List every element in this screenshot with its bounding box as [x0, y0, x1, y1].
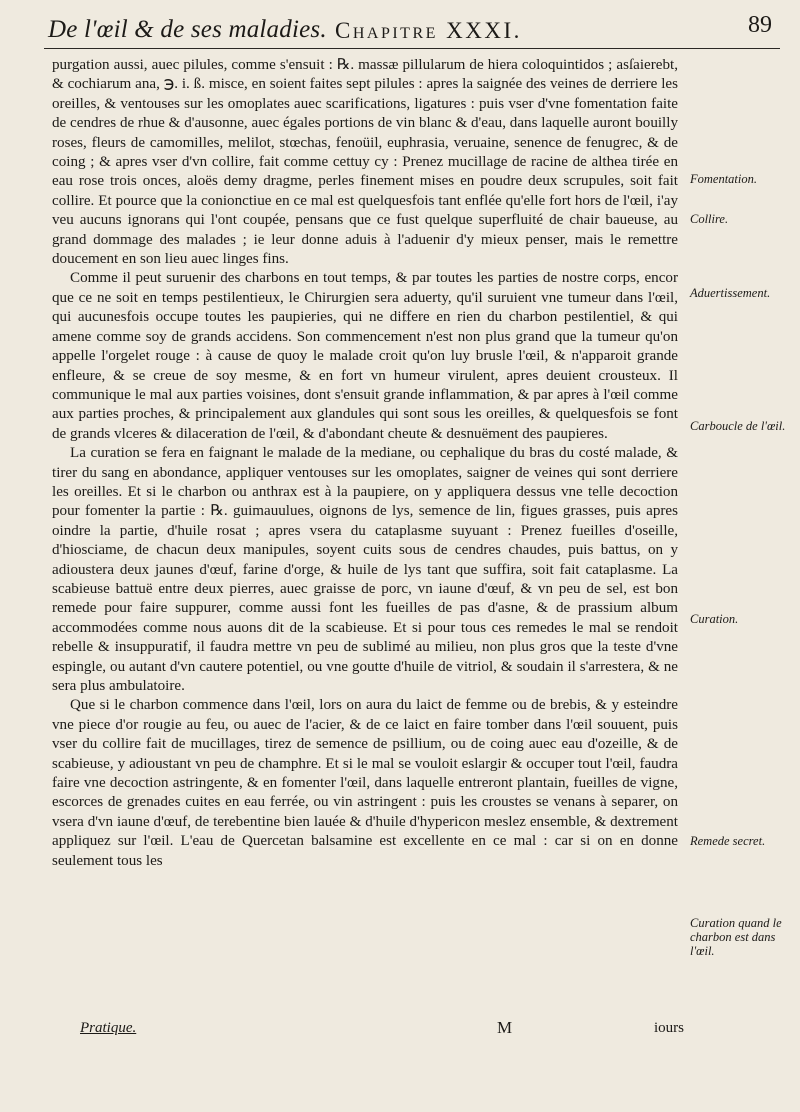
- paragraph: Que si le charbon commence dans l'œil, lors on aura du laict de femme ou de brebis, & y esteindre vne piece d'or rougie au feu, ou auec de l'acier, & de ce laict en faire tomber dans l'œil souuent, puis vser du collire fait de mucillages, tirez de semence de psillium, ou de coing auec eau d'ozeille, & de scabieuse, y adioustant vn peu de champhre. Et si le mal se vouloit eslargir & occuper tout l'œil, faudra faire vne decoction astringente, & en fomenter l'œil, dans laquelle entreront plantain, fueilles de vigne, escorces de grenades cuites en eau ferrée, ou vin astringent : puis les croustes se venans à separer, on vsera d'vn iaune d'œuf, de terebentine bien lauée & d'huile d'hypericon meslez ensemble, & dextrement appliquez sur l'œil. L'eau de Quercetan balsamine est excellente en ce mal : car si on en donne seulement tous les: [52, 697, 678, 869]
- margin-note: Aduertissement.: [690, 286, 771, 300]
- margin-note: Remede secret.: [690, 834, 766, 848]
- margin-note: Carboucle de l'œil.: [690, 419, 786, 433]
- page-number: 89: [748, 12, 772, 38]
- footer-catchword-left: Pratique.: [80, 1020, 137, 1036]
- paragraph: purgation aussi, auec pilules, comme s'ensuit : ℞. massæ pillularum de hiera coloquintidos ; asſaierebt, & cochiarum ana, ℈. i. ß. misce, en soient faites sept pilules : apres la saignée des veines de derriere les oreilles, & ventouses sur les omoplates auec scarifications, ligatures : puis vser d'vne fomentation faite de cendres de rhue & d'ausonne, auec égales portions de vin blanc & d'eau, dans laquelle auront bouilly roses, fleurs de camomilles, melilot, stœchas, fenoüil, euphrasia, veruaine, senence de fenugrec, & de coing ; & apres vser d'vn collire, fait comme cettuy cy : Prenez mucillage de racine de althea tirée en eau rose trois onces, aloës demy dragme, perles finement mises en poudre deux scrupules, soit fait collire. Et pource que la conionctiue en ce mal est quelquesfois tant enflée qu'elle fort hors de l'œil, i'ay veu aucuns ignorans qui l'ont coupée, pensans que ce fust quelque superfluité de chair baueuse, au grand dommage des malades ; ie leur donne aduis à l'aduenir d'y mieux penser, mais le remettre doucement en son lieu auec linges fins.: [52, 57, 678, 268]
- paragraph: Comme il peut suruenir des charbons en tout temps, & par toutes les parties de nostre corps, encor que ce ne soit en temps pestilentieux, le Chirurgien sera aduerty, qu'il suruient vne tumeur dans l'œil, qui aucunesfois occupe toutes les paupieries, qui ne differe en rien du charbon pestilentiel, & qui amene comme soy de grands accidens. Son commencement n'est non plus grand que la tumeur qu'on appelle l'orgelet rouge : à cause de quoy le malade croit qu'on luy brusle l'œil, & n'apparoit grande enfleure, & se creue de soy mesme, & en fort vn humeur virulent, apres deuient crousteux. Il communique le mal aux parties voisines, dont s'ensuit grande inflammation, & par apres à l'œil comme aux parties proches, & principalement aux glandules qui sont sous les oreilles, & quelquesfois se font de grands vlceres & dilaceration de l'œil, & d'abondant cheute & desnuëment des paupieres.: [52, 270, 678, 442]
- page-footer: [52, 1018, 684, 1050]
- chapter-title: Chapitre XXXI.: [335, 18, 522, 43]
- running-head: De l'œil & de ses maladies.: [48, 16, 327, 43]
- margin-note: Collire.: [690, 212, 729, 226]
- catchword: iours: [654, 1020, 684, 1036]
- page-header: [48, 10, 778, 44]
- header-rule: [44, 48, 780, 49]
- main-text: [52, 56, 678, 871]
- signature-mark: M: [497, 1018, 513, 1037]
- paragraph: La curation se fera en faignant le malade de la mediane, ou cephalique du bras du costé malade, & tirer du sang en abondance, appliquer ventouses sur les omoplates, saigner de veines qui sont derriere les oreilles. Et si le charbon ou anthrax est à la paupiere, on y appliquera dessus vne telle decoction pour fomenter la partie : ℞. guimauulues, oignons de lys, semence de lin, figues grasses, puis apres oindre la partie, d'huile rosat ; apres vsera du cataplasme suyuant : Prenez fueilles d'oseille, d'hiosciame, de chacun deux manipules, soyent cuits sous de cendres chaudes, puis battus, on y adioustera deux jaunes d'œuf, farine d'orge, & huile de lys tant que suffira, soit fait cataplasme. La scabieuse battuë entre deux pierres, auec graisse de porc, vn iaune d'œuf, & vn peu de sel, est bon remede pour faire suppurer, comme aussi font les fueilles de pas d'asne, & de prassium album accommodées comme nous auons dit de la scabieuse. Et si pour tous ces remedes le mal se rendoit rebelle & insuppuratif, il faudra mettre vn peu de sublimé au milieu, non plus gros que la teste d'vne espingle, ou autant d'vn cautere potentiel, ou vne goutte d'huile de vitriol, & soudain il s'arrestera, & ne sera plus ambulatoire.: [52, 445, 678, 694]
- margin-note: Fomentation.: [690, 172, 758, 186]
- margin-note: Curation.: [690, 612, 739, 626]
- margin-note: Curation quand le charbon est dans l'œil.: [690, 916, 782, 958]
